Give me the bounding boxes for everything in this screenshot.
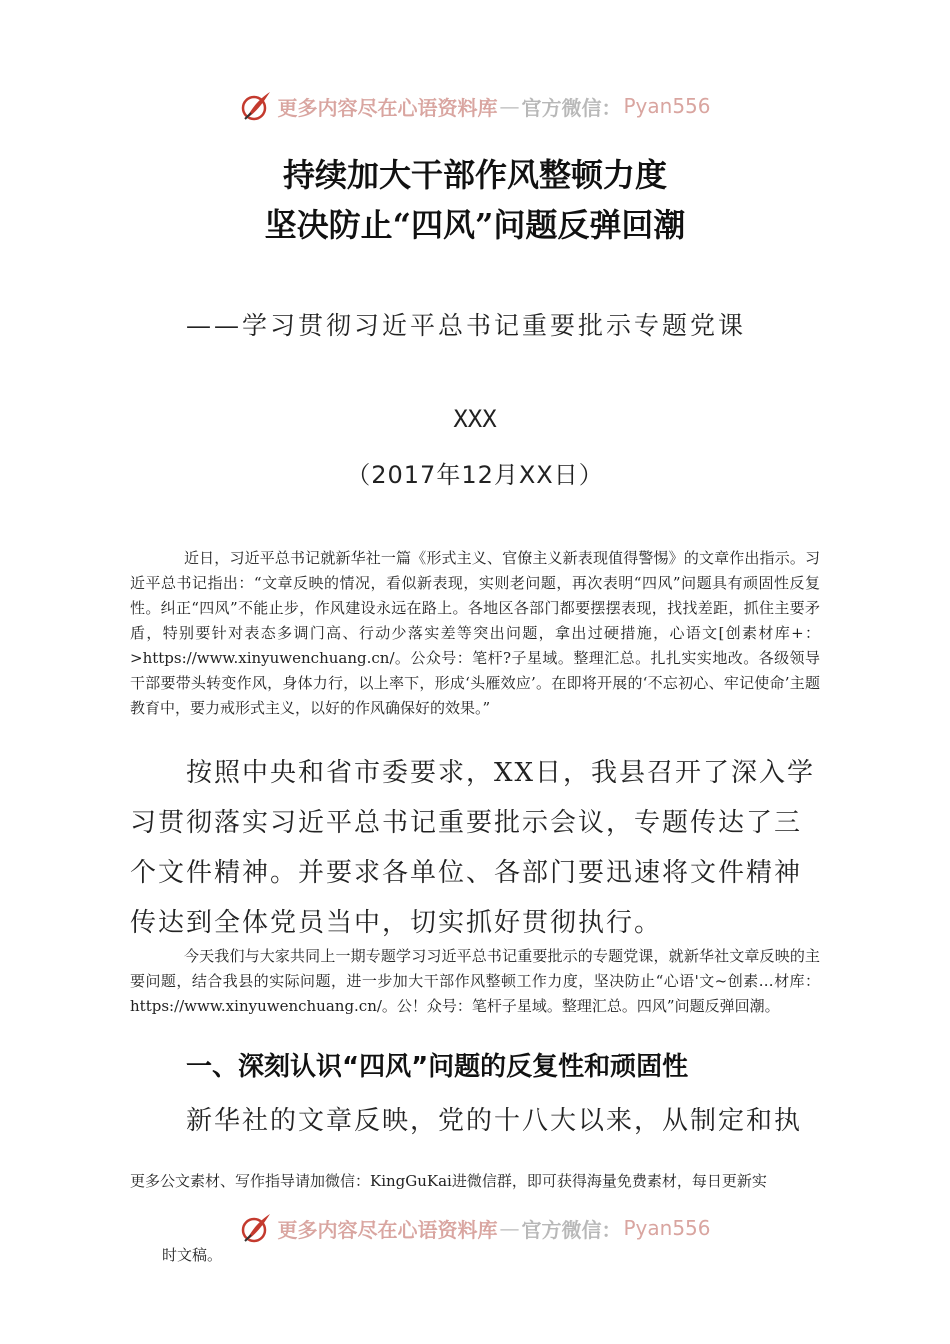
body-paragraph-3: 今天我们与大家共同上一期专题学习习近平总书记重要批示的专题党课，就新华社文章反映的主要问题，结合我县的实际问题，进一步加大干部作风整顿工作力度，坚决防止“心语'文~创素…材库：https://www.xinyuwenchuang.cn/。公！众号：笔杆子星域。整理汇总。四风”问题反弹回潮。	[130, 947, 820, 1015]
document-date: （2017年12月XX日）	[346, 461, 604, 489]
body-paragraph-4: 新华社的文章反映，党的十八大以来，从制定和执	[186, 1106, 803, 1136]
watermark-wechat-label: 官方微信：	[521, 1217, 622, 1242]
quill-pen-logo-icon	[239, 89, 273, 123]
section-heading-1: 一、深刻认识“四风”问题的反复性和顽固性	[186, 1052, 689, 1082]
document-title-line2: 坚决防止“四风”问题反弹回潮	[264, 206, 686, 244]
watermark-separator: —	[499, 1216, 520, 1240]
document-title-line1: 持续加大干部作风整顿力度	[282, 156, 667, 194]
quill-pen-logo-icon	[239, 1211, 273, 1245]
watermark-separator: —	[499, 94, 520, 118]
watermark-text: 更多内容尽在心语资料库	[277, 1217, 498, 1242]
watermark-wechat-label: 官方微信：	[521, 95, 622, 120]
footer-note-line2: 时文稿。	[162, 1246, 223, 1264]
body-paragraph-2: 按照中央和省市委要求，XX日，我县召开了深入学习贯彻落实习近平总书记重要批示会议，专题传达了三个文件精神。并要求各单位、各部门要迅速将文件精神传达到全体党员当中，切实抓好贯彻执行。	[130, 758, 816, 938]
document-author: XXX	[453, 405, 497, 433]
body-paragraph-1: 近日，习近平总书记就新华社一篇《形式主义、官僚主义新表现值得警惕》的文章作出指示。习近平总书记指出：“文章反映的情况，看似新表现，实则老问题，再次表明“四风”问题具有顽固性反复性。纠正“四风”不能止步，作风建设永远在路上。各地区各部门都要摆摆表现，找找差距，抓住主要矛盾，特别要针对表态多调门高、行动少落实差等突出问题，拿出过硬措施，心语文[创素材库+：>https://www.xinyuwenchuang.cn/。公众号：笔杆?子星域。整理汇总。扎扎实实地改。各级领导干部要带头转变作风，身体力行，以上率下，形成‘头雁效应’。在即将开展的‘不忘初心、牢记使命’主题教育中，要力戒形式主义，以好的作风确保好的效果。”	[130, 549, 820, 717]
document-subtitle: ——学习贯彻习近平总书记重要批示专题党课	[186, 311, 747, 340]
watermark-top	[0, 86, 950, 126]
footer-note-line1: 更多公文素材、写作指导请加微信：KingGuKai进微信群，即可获得海量免费素材，每日更新实	[130, 1172, 767, 1190]
watermark-bottom	[0, 1208, 950, 1248]
watermark-wechat-id: Pyan556	[623, 94, 711, 118]
watermark-text: 更多内容尽在心语资料库	[277, 95, 498, 120]
watermark-wechat-id: Pyan556	[623, 1216, 711, 1240]
